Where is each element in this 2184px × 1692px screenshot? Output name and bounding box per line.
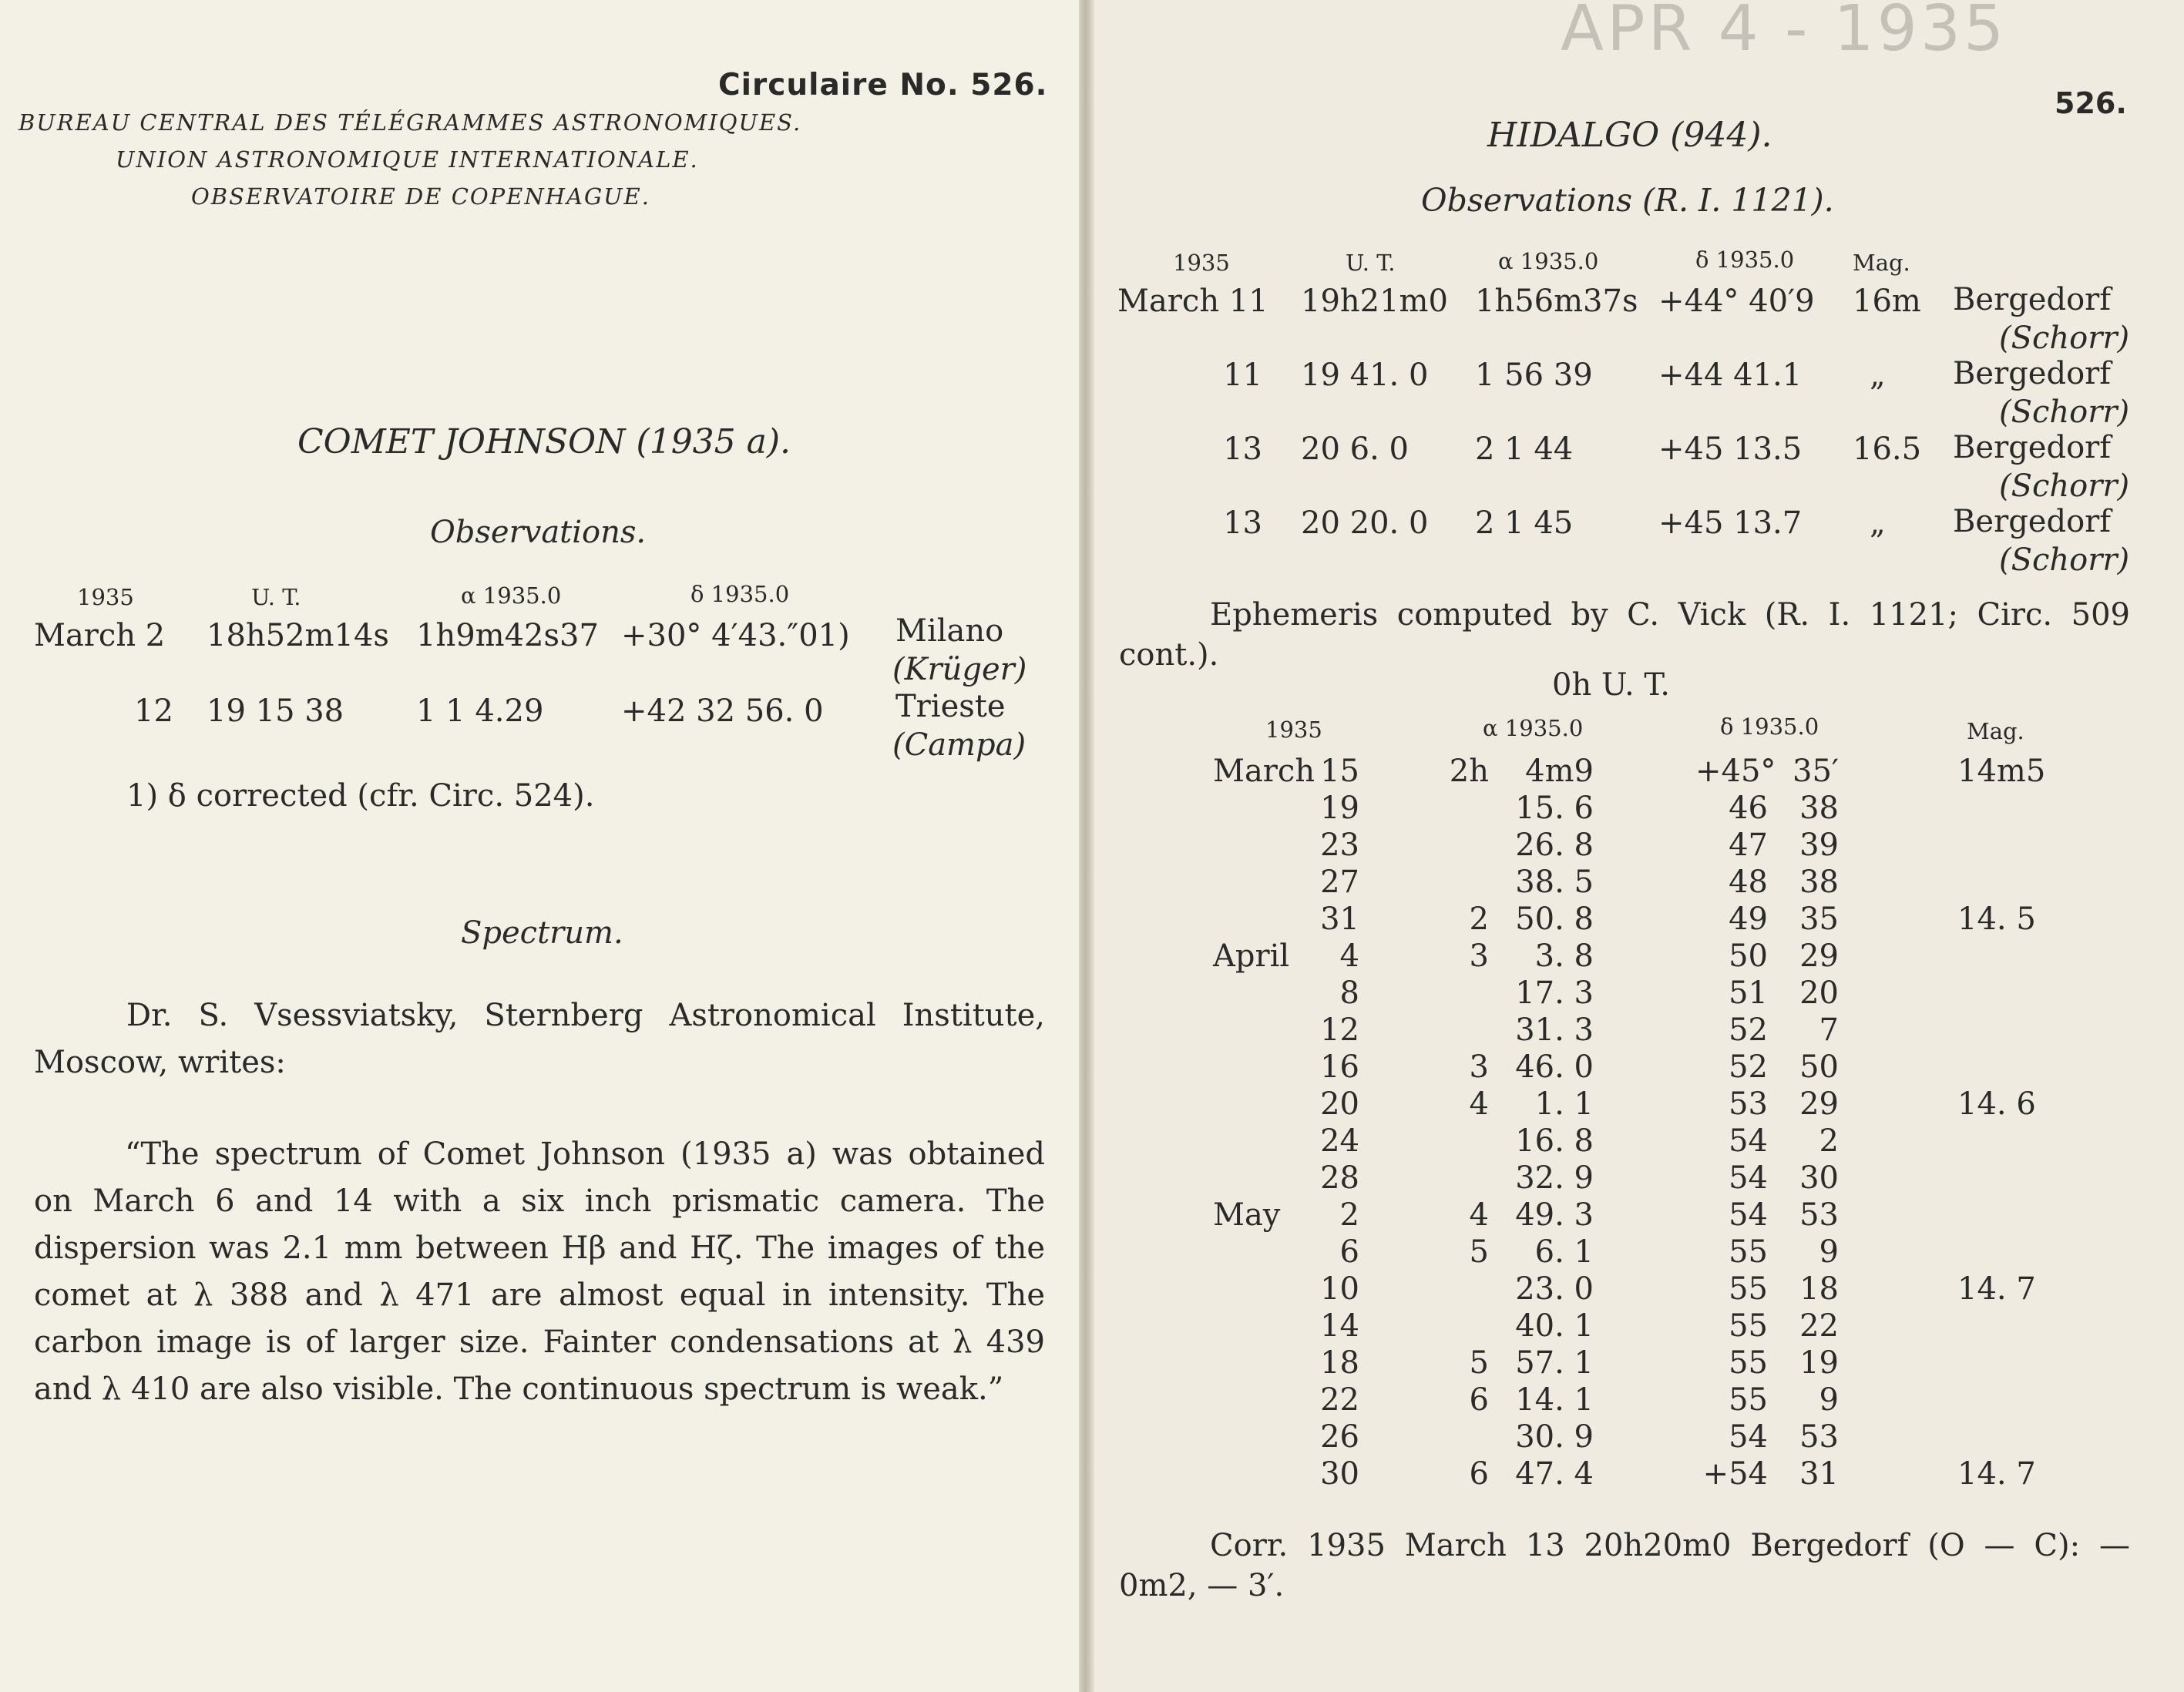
obs-observer: (Krüger) [892, 652, 1027, 687]
hobs-observer: (Schorr) [1999, 394, 2130, 430]
ephem-dec-degrees: 55 [1729, 1271, 1768, 1307]
hobs-mag: „ [1870, 358, 1886, 393]
ephem-mag: 14m5 [1957, 754, 2046, 789]
page-number: 526. [2055, 86, 2127, 120]
ephem-day: 18 [1320, 1345, 1359, 1381]
hobs-place: Bergedorf [1953, 356, 2112, 391]
ephem-ra-hours: 2h [1449, 754, 1489, 789]
ephem-dec-minutes: 31 [1799, 1456, 1839, 1492]
ephem-dec-minutes: 30 [1799, 1160, 1839, 1196]
ephem-ra-hours: 5 [1469, 1345, 1489, 1381]
ephem-ra-minutes: 17. 3 [1515, 975, 1594, 1011]
ephem-ra-minutes: 50. 8 [1515, 901, 1594, 937]
hobs-ut: 19 41. 0 [1301, 358, 1429, 393]
hobs-dec: +45 13.7 [1658, 505, 1803, 541]
hidalgo-observations-heading: Observations (R. I. 1121). [1421, 182, 1834, 219]
obs-ra: 1 1 4.29 [416, 693, 544, 729]
ephem-dec-degrees: 49 [1729, 901, 1768, 937]
ephem-ra-hours: 6 [1469, 1456, 1489, 1492]
footnote: 1) δ corrected (cfr. Circ. 524). [126, 778, 595, 814]
ephem-ra-minutes: 14. 1 [1515, 1382, 1594, 1418]
observations-heading: Observations. [430, 515, 647, 550]
ephem-col-dec: δ 1935.0 [1720, 713, 1819, 740]
ephem-dec-minutes: 35′ [1793, 754, 1839, 789]
ephem-day: 16 [1320, 1049, 1359, 1085]
hobs-ra: 2 1 44 [1475, 431, 1574, 467]
ephem-ra-hours: 5 [1469, 1234, 1489, 1270]
ephem-dec-degrees: 47 [1729, 828, 1768, 863]
hobs-observer: (Schorr) [1999, 542, 2130, 578]
ephem-day: 27 [1320, 864, 1359, 900]
ephem-day: 24 [1320, 1123, 1359, 1159]
hobs-place: Bergedorf [1953, 504, 2112, 539]
ephem-dec-degrees: 54 [1729, 1197, 1768, 1233]
ephem-day: 23 [1320, 828, 1359, 863]
ephem-ra-hours: 6 [1469, 1382, 1489, 1418]
ephem-dec-minutes: 9 [1819, 1234, 1839, 1270]
ephem-col-ra: α 1935.0 [1483, 715, 1584, 741]
ephem-ra-minutes: 46. 0 [1515, 1049, 1594, 1085]
ephem-dec-minutes: 18 [1799, 1271, 1839, 1307]
ephem-ra-hours: 3 [1469, 1049, 1489, 1085]
hobs-col-mag: Mag. [1853, 250, 1910, 276]
ephem-dec-minutes: 2 [1819, 1123, 1839, 1159]
ephem-dec-degrees: 52 [1729, 1049, 1768, 1085]
hobs-observer: (Schorr) [1999, 321, 2130, 356]
left-page [0, 0, 1079, 1692]
hobs-mag: „ [1870, 505, 1886, 541]
ephem-day: 31 [1320, 901, 1359, 937]
obs-dec: +30° 4′43.″01) [621, 618, 850, 653]
bureau-header-line: BUREAU CENTRAL DES TÉLÉGRAMMES ASTRONOMIQUES. [18, 109, 802, 136]
ephem-dec-degrees: +45° [1695, 754, 1776, 789]
ephem-mag: 14. 7 [1957, 1271, 2036, 1307]
hobs-date: March 11 [1117, 284, 1268, 319]
ephem-dec-degrees: 50 [1729, 938, 1768, 974]
ephem-ra-minutes: 31. 3 [1515, 1012, 1594, 1048]
circular-number: Circulaire No. 526. [718, 68, 1048, 102]
ephem-ra-minutes: 32. 9 [1515, 1160, 1594, 1196]
ephem-dec-minutes: 9 [1819, 1382, 1839, 1418]
obs-ut: 19 15 38 [207, 693, 344, 729]
comet-title: COMET JOHNSON (1935 a). [297, 422, 791, 462]
ephem-col-year: 1935 [1265, 717, 1322, 743]
correction-note: Corr. 1935 March 13 20h20m0 Bergedorf (O — C): — 0m2, — 3′. [1119, 1528, 2130, 1603]
hobs-col-year: 1935 [1173, 250, 1230, 276]
hobs-mag: 16.5 [1853, 431, 1922, 467]
ephem-day: 12 [1320, 1012, 1359, 1048]
ephem-dec-minutes: 7 [1819, 1012, 1839, 1048]
ephem-ra-minutes: 30. 9 [1515, 1419, 1594, 1455]
ephem-mag: 14. 7 [1957, 1456, 2036, 1492]
ephem-mag: 14. 6 [1957, 1086, 2036, 1122]
ephem-month: March [1213, 754, 1315, 789]
ephem-dec-minutes: 20 [1799, 975, 1839, 1011]
ephem-month: May [1213, 1197, 1281, 1233]
obs-col-year: 1935 [77, 584, 134, 610]
ephem-ra-hours: 3 [1469, 938, 1489, 974]
ephem-dec-degrees: 46 [1729, 791, 1768, 826]
hobs-dec: +45 13.5 [1658, 431, 1803, 467]
ephem-day: 19 [1320, 791, 1359, 826]
hobs-ra: 1h56m37s [1475, 284, 1638, 319]
ephem-dec-minutes: 22 [1799, 1308, 1839, 1344]
ephem-ra-minutes: 40. 1 [1515, 1308, 1594, 1344]
hobs-place: Bergedorf [1953, 430, 2112, 465]
ephem-ra-minutes: 23. 0 [1515, 1271, 1594, 1307]
ephem-dec-minutes: 29 [1799, 938, 1839, 974]
union-header-line: UNION ASTRONOMIQUE INTERNATIONALE. [116, 146, 699, 173]
ephem-dec-minutes: 38 [1799, 864, 1839, 900]
ephem-dec-degrees: 55 [1729, 1234, 1768, 1270]
ephem-ra-minutes: 4m9 [1525, 754, 1594, 789]
observatory-header-line: OBSERVATOIRE DE COPENHAGUE. [191, 183, 650, 210]
ephem-day: 10 [1320, 1271, 1359, 1307]
hobs-ra: 2 1 45 [1475, 505, 1574, 541]
spectrum-heading: Spectrum. [461, 915, 623, 951]
hobs-date: 13 [1223, 505, 1262, 541]
ephem-day: 6 [1339, 1234, 1359, 1270]
ephem-dec-degrees: 55 [1729, 1382, 1768, 1418]
obs-place: Milano [895, 613, 1004, 649]
ephem-dec-minutes: 50 [1799, 1049, 1839, 1085]
hobs-mag: 16m [1853, 284, 1921, 319]
ephem-day: 28 [1320, 1160, 1359, 1196]
page-gutter [1079, 0, 1094, 1692]
obs-date: March 2 [34, 618, 166, 653]
ephem-ra-minutes: 15. 6 [1515, 791, 1594, 826]
hobs-observer: (Schorr) [1999, 468, 2130, 504]
hobs-date: 11 [1223, 358, 1262, 393]
ephem-day: 26 [1320, 1419, 1359, 1455]
hobs-place: Bergedorf [1953, 282, 2112, 317]
ephem-dec-minutes: 35 [1799, 901, 1839, 937]
hobs-dec: +44 41.1 [1658, 358, 1803, 393]
ephem-ra-hours: 4 [1469, 1197, 1489, 1233]
ephem-ra-minutes: 3. 8 [1534, 938, 1594, 974]
ephem-day: 8 [1339, 975, 1359, 1011]
ephem-ra-minutes: 1. 1 [1534, 1086, 1594, 1122]
ephemeris-time: 0h U. T. [1552, 667, 1670, 703]
ephemeris-intro: Ephemeris computed by C. Vick (R. I. 1121; Circ. 509 cont.). [1119, 597, 2130, 673]
ephem-dec-degrees: 54 [1729, 1160, 1768, 1196]
ephem-dec-degrees: 52 [1729, 1012, 1768, 1048]
ephem-dec-degrees: 54 [1729, 1123, 1768, 1159]
ephem-day: 2 [1339, 1197, 1359, 1233]
obs-col-ra: α 1935.0 [461, 582, 562, 609]
ephem-dec-degrees: 54 [1729, 1419, 1768, 1455]
obs-place: Trieste [895, 689, 1006, 724]
hobs-col-ut: U. T. [1346, 250, 1396, 276]
hobs-col-ra: α 1935.0 [1498, 248, 1599, 274]
ephem-dec-degrees: 55 [1729, 1345, 1768, 1381]
ephem-dec-minutes: 53 [1799, 1197, 1839, 1233]
ephem-col-mag: Mag. [1967, 718, 2024, 744]
ephem-ra-minutes: 57. 1 [1515, 1345, 1594, 1381]
ephem-day: 22 [1320, 1382, 1359, 1418]
ephem-dec-degrees: +54 [1702, 1456, 1768, 1492]
ephem-dec-minutes: 38 [1799, 791, 1839, 826]
ephem-month: April [1213, 938, 1290, 974]
hobs-col-dec: δ 1935.0 [1695, 247, 1795, 273]
ephem-ra-minutes: 47. 4 [1515, 1456, 1594, 1492]
ephem-ra-minutes: 26. 8 [1515, 828, 1594, 863]
ephem-day: 15 [1320, 754, 1359, 789]
hobs-ut: 20 6. 0 [1301, 431, 1409, 467]
ephem-dec-degrees: 55 [1729, 1308, 1768, 1344]
obs-dec: +42 32 56. 0 [621, 693, 824, 729]
ephem-dec-degrees: 48 [1729, 864, 1768, 900]
obs-date: 12 [134, 693, 173, 729]
ephem-ra-minutes: 38. 5 [1515, 864, 1594, 900]
received-stamp: APR 4 - 1935 [1561, 0, 2008, 65]
ephem-day: 30 [1320, 1456, 1359, 1492]
spectrum-quote: “The spectrum of Comet Johnson (1935 a) was obtained on March 6 and 14 with a six inch prismatic camera. The dispersion was 2.1 mm between Hβ and Hζ. The images of the comet at λ 388 and λ 471 are almost equal in intensity. The carbon image is of larger size. Fainter condensations at λ 439 and λ 410 are also visible. The continuous spectrum is weak.” [34, 1136, 1045, 1407]
ephem-mag: 14. 5 [1957, 901, 2036, 937]
hobs-date: 13 [1223, 431, 1262, 467]
obs-col-ut: U. T. [251, 584, 301, 610]
spectrum-intro: Dr. S. Vsessviatsky, Sternberg Astronomical Institute, Moscow, writes: [34, 998, 1045, 1080]
ephem-ra-hours: 2 [1469, 901, 1489, 937]
obs-observer: (Campa) [892, 727, 1026, 763]
ephem-dec-minutes: 29 [1799, 1086, 1839, 1122]
hobs-ra: 1 56 39 [1475, 358, 1593, 393]
hidalgo-title: HIDALGO (944). [1487, 116, 1772, 155]
ephem-day: 20 [1320, 1086, 1359, 1122]
ephem-day: 14 [1320, 1308, 1359, 1344]
obs-col-dec: δ 1935.0 [690, 581, 790, 607]
hobs-ut: 20 20. 0 [1301, 505, 1429, 541]
ephem-dec-minutes: 53 [1799, 1419, 1839, 1455]
hobs-dec: +44° 40′9 [1658, 284, 1815, 319]
hobs-ut: 19h21m0 [1301, 284, 1448, 319]
ephem-ra-minutes: 6. 1 [1534, 1234, 1594, 1270]
ephem-day: 4 [1339, 938, 1359, 974]
ephem-ra-hours: 4 [1469, 1086, 1489, 1122]
ephem-ra-minutes: 16. 8 [1515, 1123, 1594, 1159]
ephem-dec-degrees: 51 [1729, 975, 1768, 1011]
ephem-dec-degrees: 53 [1729, 1086, 1768, 1122]
ephem-dec-minutes: 39 [1799, 828, 1839, 863]
ephem-dec-minutes: 19 [1799, 1345, 1839, 1381]
obs-ra: 1h9m42s37 [416, 618, 599, 653]
ephem-ra-minutes: 49. 3 [1515, 1197, 1594, 1233]
obs-ut: 18h52m14s [207, 618, 389, 653]
